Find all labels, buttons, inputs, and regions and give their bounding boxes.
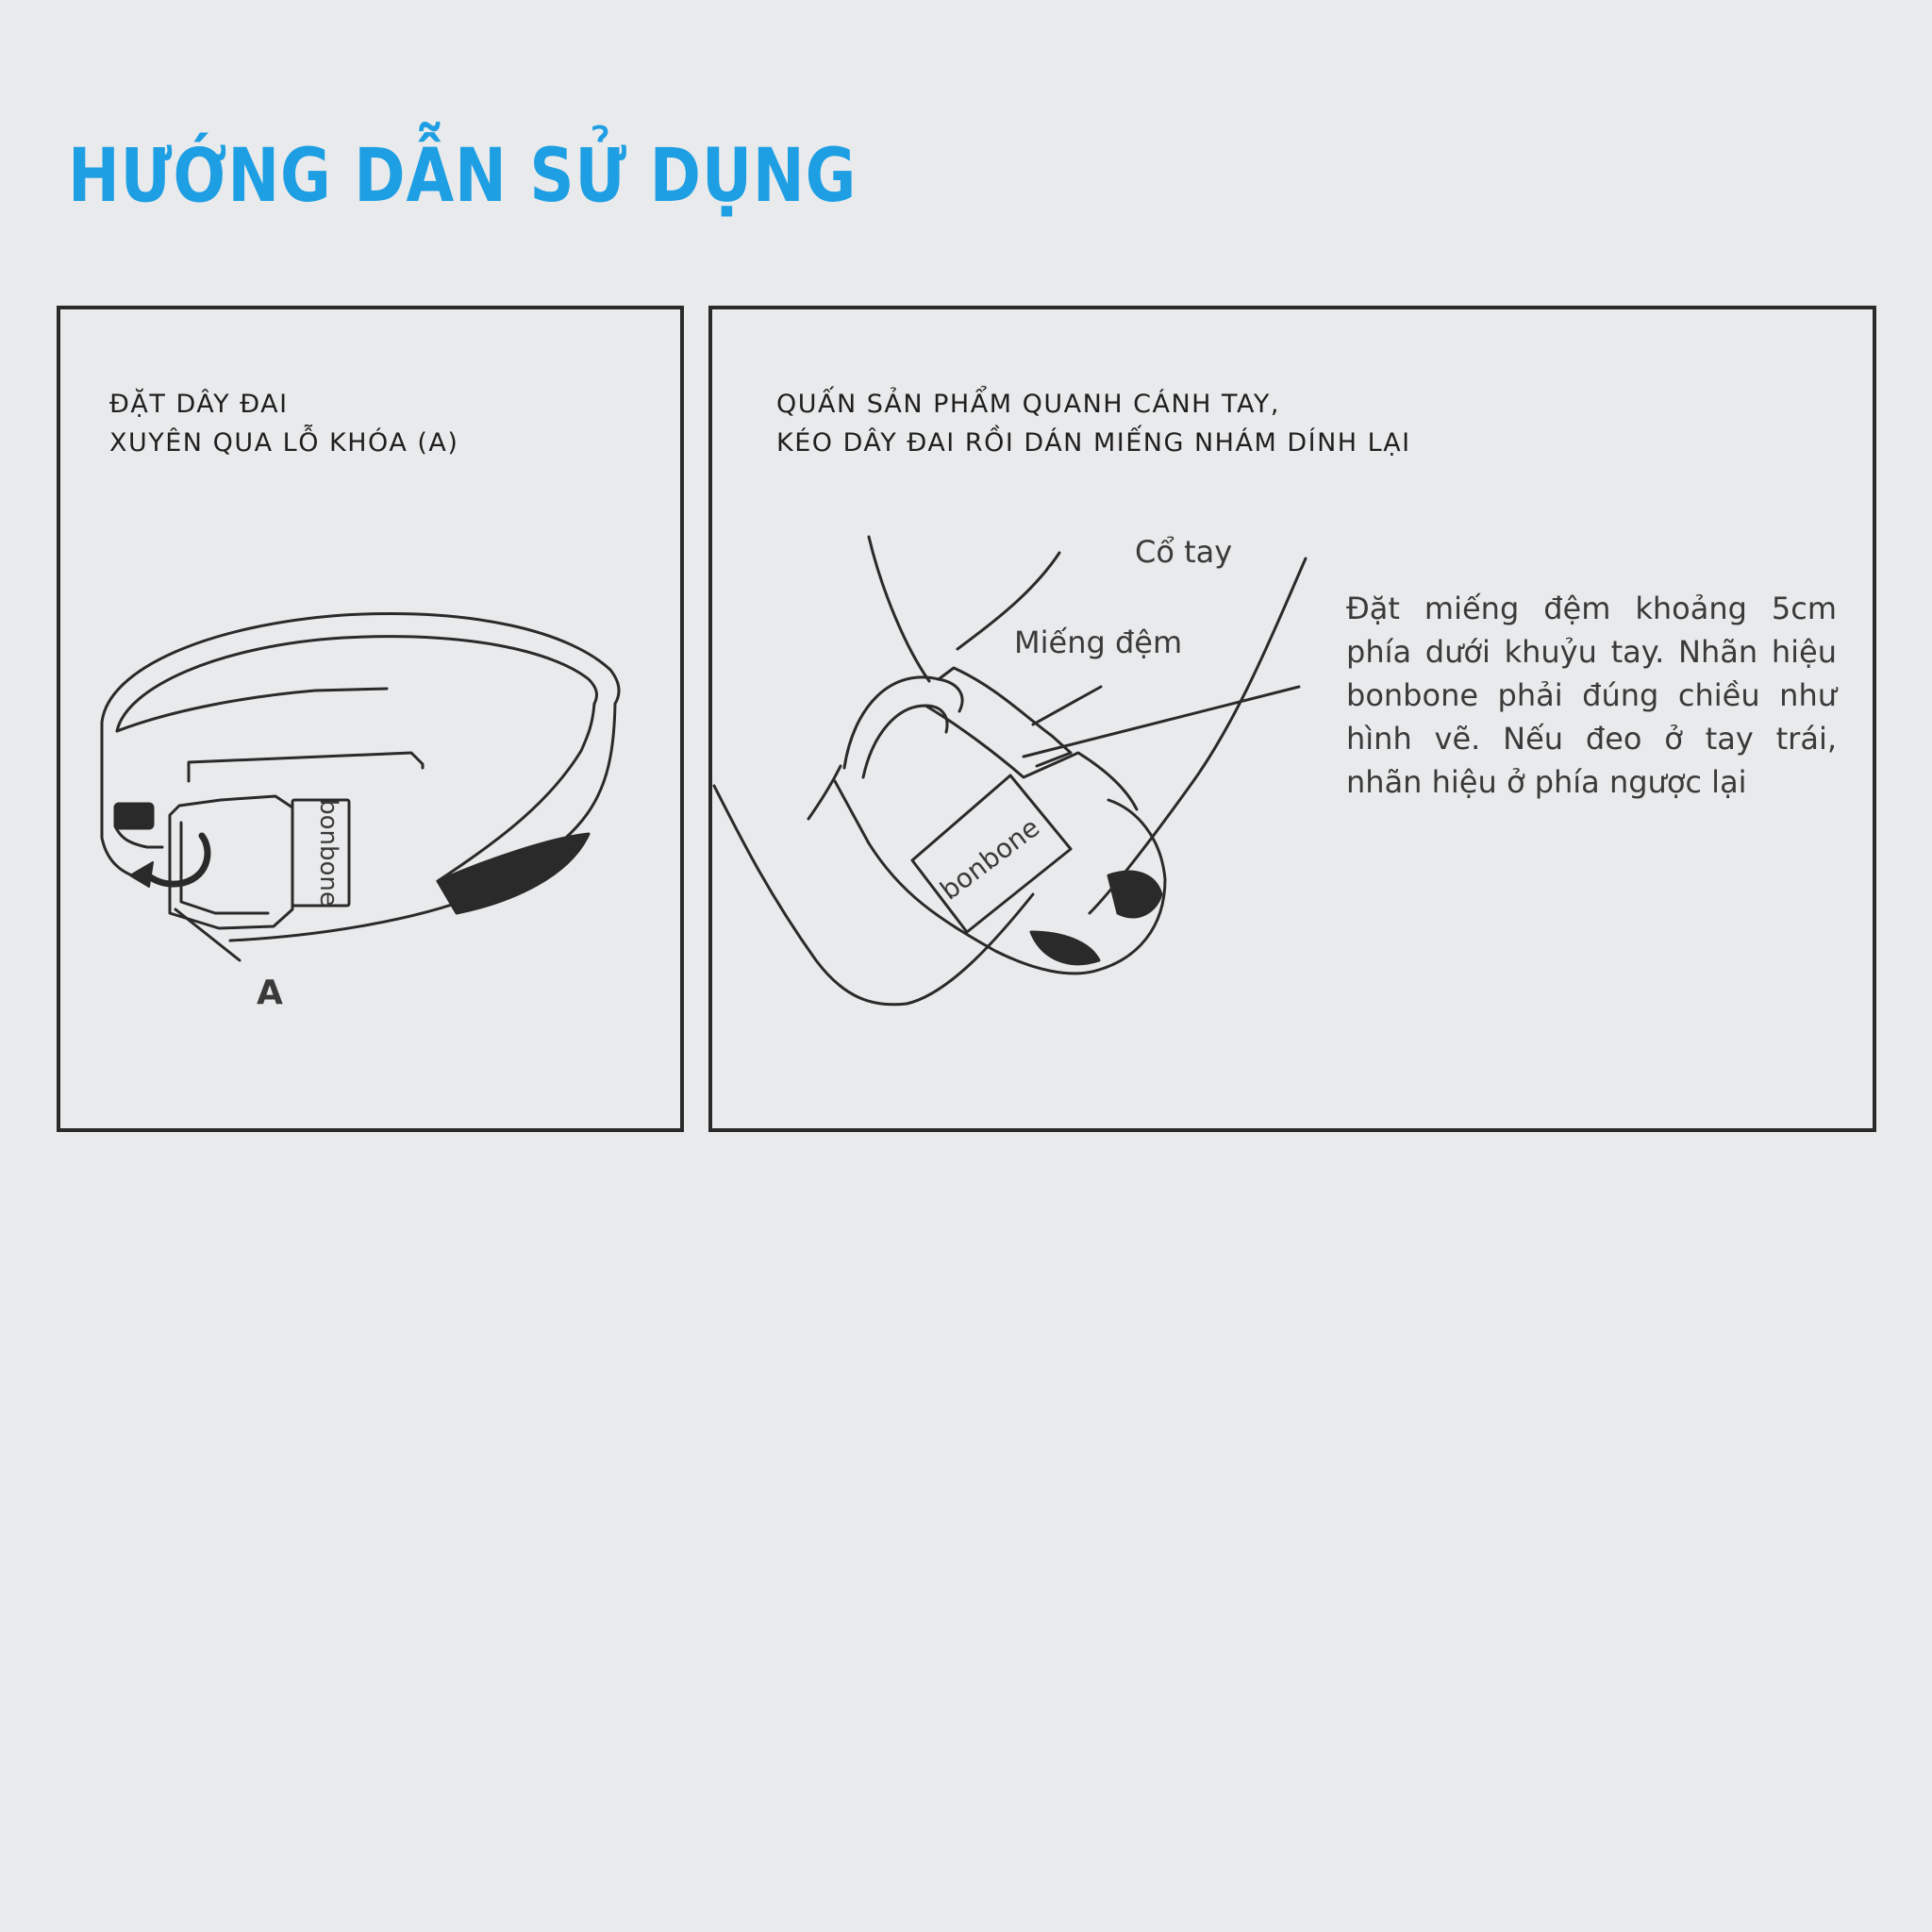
buckle-frame bbox=[170, 796, 292, 928]
band-top bbox=[939, 668, 1071, 766]
strap-tongue bbox=[189, 753, 423, 781]
strap-front-left bbox=[102, 723, 149, 881]
arm-upper-left bbox=[869, 537, 929, 681]
strap-back-edge bbox=[102, 614, 619, 723]
velcro-dark-end bbox=[115, 804, 153, 828]
label-pad: Miếng đệm bbox=[1014, 625, 1183, 660]
arm-forearm-right bbox=[1090, 558, 1306, 913]
step-2-panel bbox=[708, 306, 1876, 1132]
buckle-label-a: A bbox=[257, 974, 283, 1012]
page-title: HƯỚNG DẪN SỬ DỤNG bbox=[68, 134, 858, 219]
step-1-heading-line-1: ĐẶT DÂY ĐAI bbox=[109, 390, 289, 419]
step-1-heading-line-2: XUYÊN QUA LỖ KHÓA (A) bbox=[109, 428, 459, 458]
label-wrist: Cổ tay bbox=[1135, 534, 1233, 570]
step-1-panel bbox=[57, 306, 684, 1132]
pointer-note bbox=[1024, 687, 1299, 757]
step-2-heading-line-1: QUẤN SẢN PHẨM QUANH CÁNH TAY, bbox=[776, 390, 1280, 419]
buckle-inner bbox=[181, 823, 268, 913]
band-shade-1 bbox=[1108, 872, 1161, 917]
arm-elbow-crease bbox=[808, 766, 841, 819]
strap-shade-right bbox=[438, 834, 589, 913]
strap-front-top bbox=[117, 689, 387, 731]
strap-illustration bbox=[60, 309, 680, 1128]
band-inner bbox=[863, 706, 947, 777]
instruction-note: Đặt miếng đệm khoảng 5cm phía dưới khuỷu tay. Nhãn hiệu bonbone phải đúng chiều như hình vẽ. Nếu đeo ở tay trái, nhãn hiệu ở phía ngược lại bbox=[1346, 591, 1837, 800]
strap-back-inner bbox=[117, 637, 596, 731]
pointer-pad bbox=[1033, 687, 1101, 724]
step-2-heading-line-2: KÉO DÂY ĐAI RỒI DÁN MIẾNG NHÁM DÍNH LẠI bbox=[776, 428, 1411, 458]
brand-label: bonbone bbox=[934, 811, 1046, 907]
arrow-curve bbox=[143, 836, 208, 884]
leader-line-a bbox=[175, 909, 240, 960]
arrow-head-icon bbox=[130, 862, 153, 887]
arm-lower-left bbox=[714, 786, 1033, 1005]
brand-label: bonbone bbox=[314, 799, 342, 907]
band-left-edge bbox=[844, 677, 962, 768]
strap-right-edge bbox=[230, 704, 615, 941]
band-shade-2 bbox=[1031, 932, 1099, 964]
